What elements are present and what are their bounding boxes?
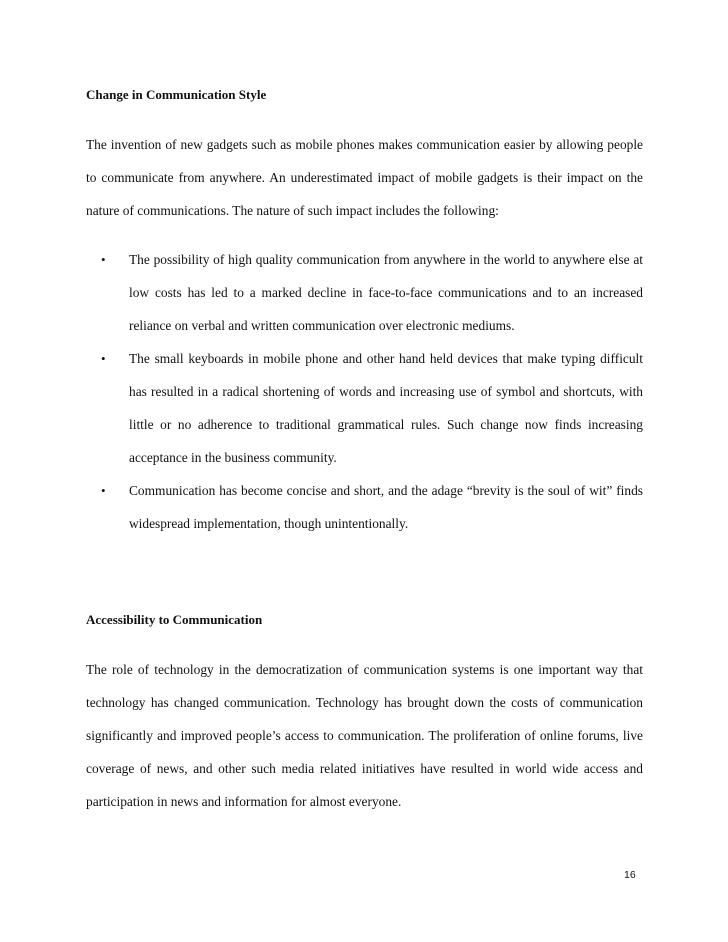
bullet-item xyxy=(86,474,643,540)
bullet-text: Communication has become concise and short, and the adage “brevity is the soul of wit” finds widespread implementation, though unintentionally. xyxy=(129,483,643,531)
impact-bullet-list xyxy=(86,243,643,540)
section-heading-accessibility: Accessibility to Communication xyxy=(86,612,263,627)
bullet-item xyxy=(86,243,643,342)
page-number: 16 xyxy=(624,869,636,881)
bullet-icon: • xyxy=(101,483,106,498)
bullet-item xyxy=(86,342,643,474)
bullet-text: The small keyboards in mobile phone and other hand held devices that make typing difficult has resulted in a radical shortening of words and increasing use of symbol and shortcuts, with little or no adherence to traditional grammatical rules. Such change now finds increasing acceptance in the business community. xyxy=(129,351,643,465)
section-heading-communication-style: Change in Communication Style xyxy=(86,87,267,102)
section-body-paragraph: The role of technology in the democratization of communication systems is one important way that technology has changed communication. Technology has brought down the costs of communication significantly and improved people’s access to communication. The proliferation of online forums, live coverage of news, and other such media related initiatives have resulted in world wide access and participation in news and information for almost everyone. xyxy=(86,662,643,809)
bullet-text: The possibility of high quality communication from anywhere in the world to anywhere else at low costs has led to a marked decline in face-to-face communications and to an increased reliance on verbal and written communication over electronic mediums. xyxy=(129,252,643,333)
section-intro-paragraph: The invention of new gadgets such as mobile phones makes communication easier by allowing people to communicate from anywhere. An underestimated impact of mobile gadgets is their impact on the nature of communications. The nature of such impact includes the following: xyxy=(86,137,643,218)
bullet-icon: • xyxy=(101,351,106,366)
bullet-icon: • xyxy=(101,252,106,267)
